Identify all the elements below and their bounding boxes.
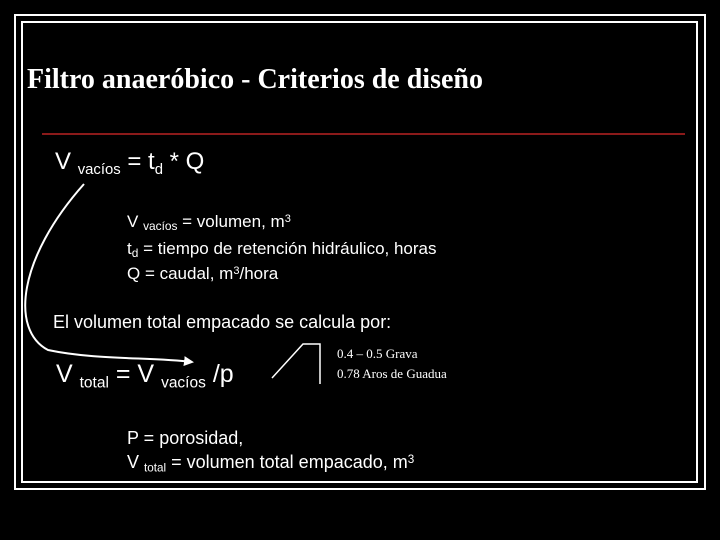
def1-v: V [127, 212, 144, 231]
definition-vacios [127, 212, 291, 233]
intro-text: El volumen total empacado se calcula por: [53, 312, 392, 332]
def1-text: = volumen, m [177, 212, 285, 231]
definition-q [127, 264, 278, 284]
def1-superscript: 3 [284, 213, 291, 226]
formula1-v-subscript: vacíos [77, 162, 121, 179]
porosity-note-grava: 0.4 – 0.5 Grava [337, 346, 418, 361]
formula1-times-q: * Q [163, 148, 205, 175]
pdef2-subscript: total [144, 461, 167, 475]
formula2-vacios-subscript: vacíos [161, 374, 206, 392]
formula2-total-subscript: total [79, 374, 109, 392]
formula-volumen-total [56, 360, 234, 392]
formula1-t-subscript: d [154, 162, 163, 179]
formula2-v: V [56, 360, 80, 388]
slide-title: Filtro anaeróbico - Criterios de diseño [27, 64, 483, 95]
def1-subscript: vacíos [143, 218, 178, 233]
pdef2-text: = volumen total empacado, m [166, 452, 408, 472]
def3-superscript: 3 [233, 265, 240, 278]
title-divider [42, 133, 685, 135]
definition-td [127, 239, 437, 260]
def2-text: = tiempo de retención hidráulico, horas [138, 239, 437, 258]
formula2-divide-p: /p [205, 360, 234, 388]
formula1-v: V [55, 148, 72, 175]
pdef2-superscript: 3 [407, 452, 415, 466]
def2-subscript: d [131, 245, 139, 260]
formula2-equals-v: = V [108, 360, 162, 388]
total-volume-definition [127, 452, 414, 475]
pdef2-v: V [127, 452, 145, 472]
def3-tail: /hora [239, 264, 279, 283]
porosity-definition: P = porosidad, [127, 428, 244, 448]
def3-text: Q = caudal, m [127, 264, 234, 283]
def2-t: t [127, 239, 132, 258]
formula-volumen-vacios [55, 148, 204, 178]
formula1-equals-t: = t [120, 148, 155, 175]
porosity-note-guadua: 0.78 Aros de Guadua [337, 366, 447, 381]
